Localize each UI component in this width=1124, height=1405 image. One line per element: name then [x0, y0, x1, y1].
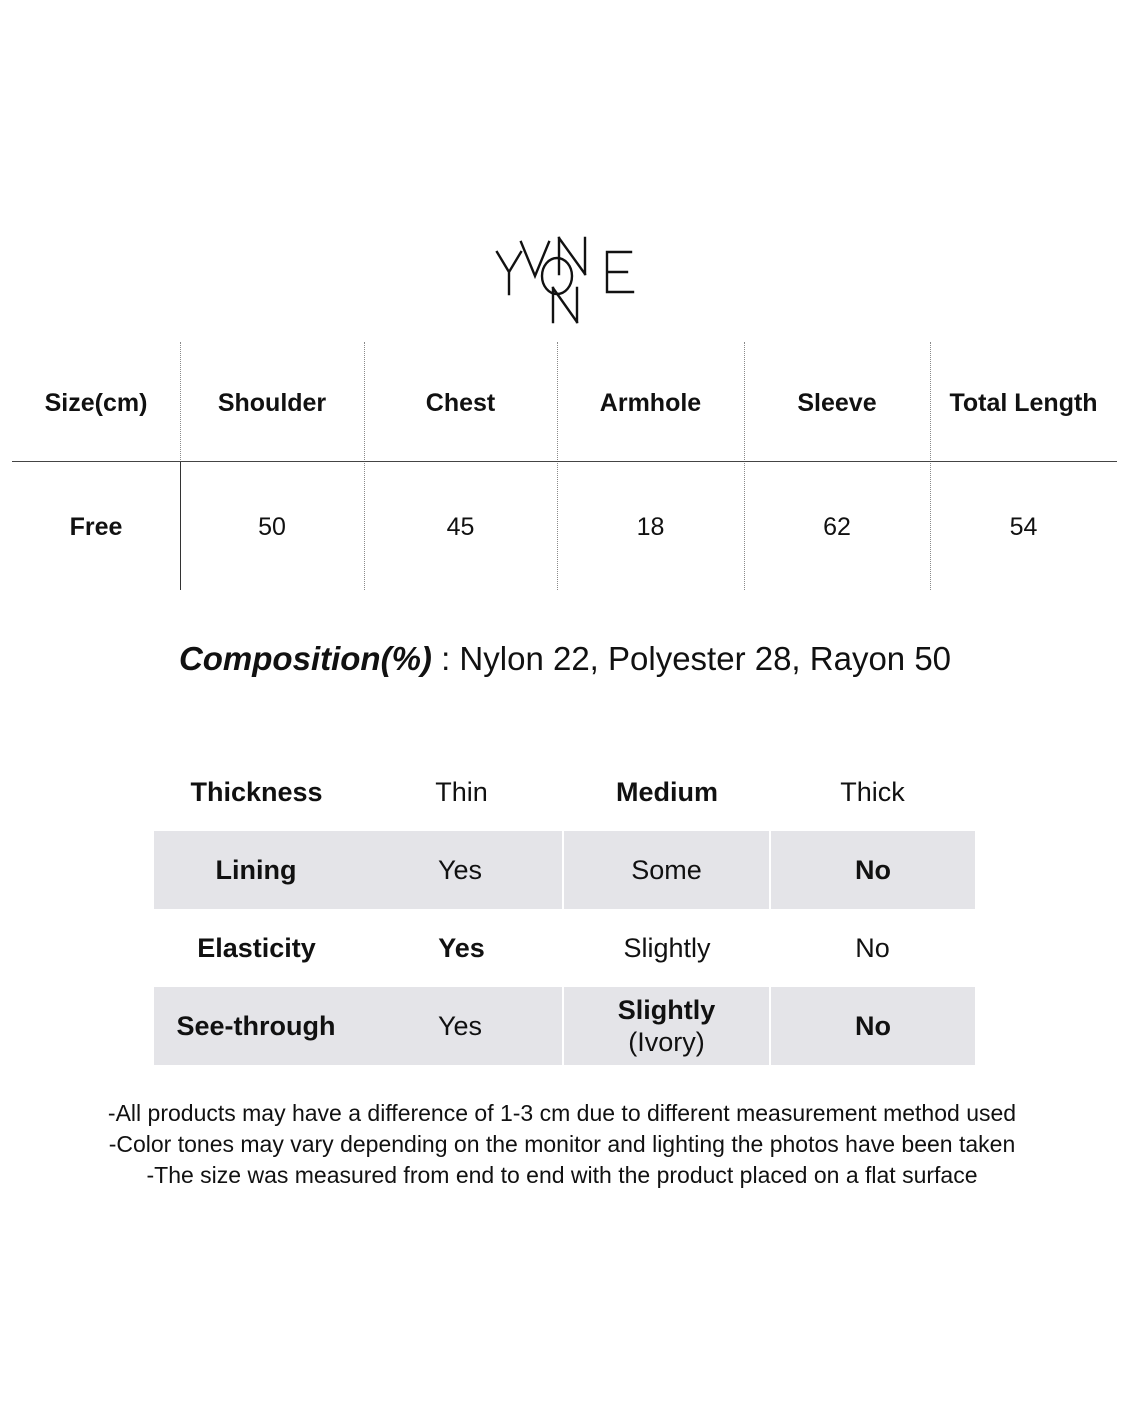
column-divider [930, 342, 931, 590]
note-line: -The size was measured from end to end with the product placed on a flat surface [146, 1162, 978, 1188]
fabric-option: Slightly [623, 933, 711, 963]
fabric-option: Thin [435, 777, 488, 807]
size-value-armhole: 18 [636, 513, 665, 541]
size-row-label: Free [69, 513, 123, 541]
fabric-option: Yes [437, 855, 483, 885]
fabric-option-selected: Yes [438, 933, 485, 963]
fabric-label: Thickness [190, 777, 323, 807]
size-value-chest: 45 [446, 513, 475, 541]
fabric-option: Some [562, 831, 771, 909]
fabric-row-lining [154, 831, 975, 909]
fabric-label: Elasticity [197, 933, 316, 963]
fabric-option: Thick [840, 777, 905, 807]
composition-value: Nylon 22, Polyester 28, Rayon 50 [459, 640, 952, 677]
size-header-size: Size(cm) [44, 389, 148, 417]
fabric-option-selected: Medium [615, 777, 718, 807]
fabric-row-see-through [154, 987, 975, 1065]
fabric-label: See-through [176, 1011, 336, 1041]
size-value-sleeve: 62 [823, 513, 851, 541]
fabric-option-selected [562, 987, 771, 1065]
fabric-row-thickness [154, 753, 975, 831]
size-value-shoulder: 50 [258, 513, 286, 541]
size-header-shoulder: Shoulder [217, 389, 327, 417]
size-header-armhole: Armhole [599, 389, 702, 417]
composition-label: Composition(%) [178, 640, 432, 677]
size-header-total-length: Total Length [949, 389, 1098, 417]
column-divider [744, 342, 745, 590]
size-value-total-length: 54 [1009, 513, 1038, 541]
column-divider [364, 342, 365, 590]
header-rule [12, 461, 1117, 462]
note-line: -Color tones may vary depending on the monitor and lighting the photos have been taken [108, 1131, 1016, 1157]
size-header-sleeve: Sleeve [797, 389, 877, 417]
fabric-row-elasticity [154, 909, 975, 987]
composition-line [3, 638, 1124, 680]
note-line: -All products may have a difference of 1-3 cm due to different measurement method used [107, 1100, 1017, 1126]
brand-logo [487, 228, 643, 328]
fabric-properties-table [154, 753, 975, 1065]
notes-block [0, 1098, 1124, 1191]
fabric-option-selected: No [855, 1011, 891, 1041]
column-divider [557, 342, 558, 590]
fabric-option-selected: No [855, 855, 891, 885]
brand-logo-mark [487, 228, 643, 328]
size-header-chest: Chest [425, 389, 496, 417]
fabric-option-text: Slightly [617, 995, 716, 1025]
fabric-label: Lining [215, 855, 297, 885]
fabric-option-note: (Ivory) [628, 1027, 705, 1057]
fabric-option: No [855, 933, 890, 963]
fabric-option: Yes [437, 1011, 483, 1041]
size-table [12, 342, 1117, 590]
composition-separator: : [431, 640, 460, 677]
